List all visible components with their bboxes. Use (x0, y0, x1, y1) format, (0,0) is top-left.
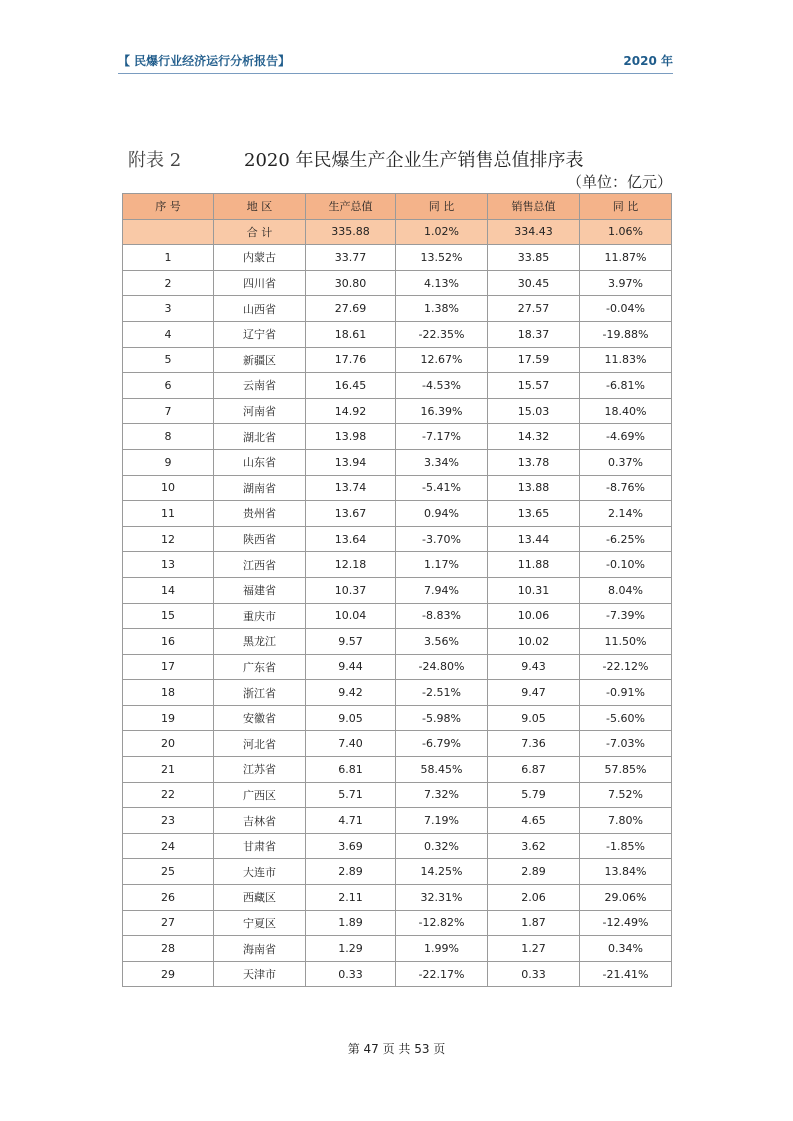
production-yoy-cell: -8.83% (396, 603, 488, 629)
table-row (123, 885, 672, 911)
sales-cell: 1.87 (488, 910, 580, 936)
table-row (123, 321, 672, 347)
production-yoy-cell: 4.13% (396, 270, 488, 296)
production-yoy-cell: 58.45% (396, 757, 488, 783)
table-row (123, 833, 672, 859)
sales-yoy-cell: 57.85% (580, 757, 672, 783)
production-cell: 10.04 (306, 603, 396, 629)
sales-yoy-cell: -7.03% (580, 731, 672, 757)
production-yoy-cell: -12.82% (396, 910, 488, 936)
region-cell: 云南省 (214, 373, 306, 399)
table-row (123, 731, 672, 757)
region-cell: 黑龙江 (214, 629, 306, 655)
sales-cell: 33.85 (488, 245, 580, 271)
rank-cell: 5 (123, 347, 214, 373)
rank-cell: 20 (123, 731, 214, 757)
rank-cell: 6 (123, 373, 214, 399)
region-cell: 山西省 (214, 296, 306, 322)
rank-cell: 9 (123, 449, 214, 475)
rank-cell: 10 (123, 475, 214, 501)
sales-yoy-cell: 7.80% (580, 808, 672, 834)
region-cell: 江苏省 (214, 757, 306, 783)
sales-yoy-cell: 11.50% (580, 629, 672, 655)
production-yoy-cell: 7.94% (396, 577, 488, 603)
region-cell: 福建省 (214, 577, 306, 603)
production-yoy-cell: -7.17% (396, 424, 488, 450)
sales-yoy-cell: 7.52% (580, 782, 672, 808)
region-cell: 天津市 (214, 961, 306, 987)
sales-yoy-cell: -1.85% (580, 833, 672, 859)
production-yoy-cell: 12.67% (396, 347, 488, 373)
production-cell: 13.74 (306, 475, 396, 501)
sales-cell: 10.06 (488, 603, 580, 629)
sales-cell: 2.89 (488, 859, 580, 885)
rank-cell: 19 (123, 705, 214, 731)
region-cell: 贵州省 (214, 501, 306, 527)
region-cell: 西藏区 (214, 885, 306, 911)
region-cell: 陕西省 (214, 526, 306, 552)
production-yoy-cell: 3.56% (396, 629, 488, 655)
production-cell: 9.42 (306, 680, 396, 706)
table-title: 2020 年民爆生产企业生产销售总值排序表 (244, 150, 584, 171)
production-yoy-cell: 16.39% (396, 398, 488, 424)
col-header-region: 地 区 (214, 194, 306, 220)
production-cell: 12.18 (306, 552, 396, 578)
region-cell: 浙江省 (214, 680, 306, 706)
sales-cell: 18.37 (488, 321, 580, 347)
production-cell: 16.45 (306, 373, 396, 399)
rank-cell: 24 (123, 833, 214, 859)
production-yoy-cell: 7.32% (396, 782, 488, 808)
production-yoy-cell: -5.98% (396, 705, 488, 731)
sales-yoy-cell: -0.91% (580, 680, 672, 706)
table-row (123, 654, 672, 680)
production-cell: 9.57 (306, 629, 396, 655)
production-yoy-cell: -6.79% (396, 731, 488, 757)
rank-cell: 25 (123, 859, 214, 885)
region-cell: 辽宁省 (214, 321, 306, 347)
col-header-production: 生产总值 (306, 194, 396, 220)
production-cell: 33.77 (306, 245, 396, 271)
sales-cell: 4.65 (488, 808, 580, 834)
region-cell: 新疆区 (214, 347, 306, 373)
rank-cell: 23 (123, 808, 214, 834)
production-yoy-cell: 3.34% (396, 449, 488, 475)
rank-cell: 21 (123, 757, 214, 783)
table-row (123, 705, 672, 731)
table-row (123, 782, 672, 808)
sales-cell: 0.33 (488, 961, 580, 987)
production-cell: 18.61 (306, 321, 396, 347)
sales-cell: 17.59 (488, 347, 580, 373)
total-sales-yoy: 1.06% (580, 219, 672, 245)
sales-yoy-cell: -19.88% (580, 321, 672, 347)
table-row (123, 910, 672, 936)
production-yoy-cell: -5.41% (396, 475, 488, 501)
production-yoy-cell: 13.52% (396, 245, 488, 271)
table-row (123, 424, 672, 450)
total-production-yoy: 1.02% (396, 219, 488, 245)
rank-cell: 4 (123, 321, 214, 347)
sales-cell: 13.44 (488, 526, 580, 552)
region-cell: 广东省 (214, 654, 306, 680)
sales-cell: 14.32 (488, 424, 580, 450)
production-cell: 13.98 (306, 424, 396, 450)
sales-cell: 9.43 (488, 654, 580, 680)
sales-yoy-cell: 18.40% (580, 398, 672, 424)
region-cell: 甘肃省 (214, 833, 306, 859)
production-yoy-cell: -4.53% (396, 373, 488, 399)
production-cell: 4.71 (306, 808, 396, 834)
sales-yoy-cell: -21.41% (580, 961, 672, 987)
production-cell: 2.89 (306, 859, 396, 885)
region-cell: 吉林省 (214, 808, 306, 834)
region-cell: 宁夏区 (214, 910, 306, 936)
table-caption (118, 146, 673, 172)
sales-cell: 13.65 (488, 501, 580, 527)
rank-cell: 22 (123, 782, 214, 808)
region-cell: 湖南省 (214, 475, 306, 501)
production-yoy-cell: 0.94% (396, 501, 488, 527)
rank-cell: 3 (123, 296, 214, 322)
rank-cell: 29 (123, 961, 214, 987)
sales-cell: 15.57 (488, 373, 580, 399)
table-row (123, 859, 672, 885)
production-yoy-cell: 32.31% (396, 885, 488, 911)
region-cell: 河北省 (214, 731, 306, 757)
rank-cell: 15 (123, 603, 214, 629)
sales-cell: 30.45 (488, 270, 580, 296)
sales-yoy-cell: -8.76% (580, 475, 672, 501)
table-row (123, 501, 672, 527)
sales-cell: 5.79 (488, 782, 580, 808)
region-cell: 湖北省 (214, 424, 306, 450)
sales-cell: 1.27 (488, 936, 580, 962)
production-cell: 10.37 (306, 577, 396, 603)
sales-yoy-cell: -6.25% (580, 526, 672, 552)
production-cell: 6.81 (306, 757, 396, 783)
production-cell: 30.80 (306, 270, 396, 296)
production-yoy-cell: -22.17% (396, 961, 488, 987)
sales-cell: 15.03 (488, 398, 580, 424)
sales-cell: 10.02 (488, 629, 580, 655)
production-cell: 5.71 (306, 782, 396, 808)
sales-yoy-cell: 0.34% (580, 936, 672, 962)
sales-yoy-cell: -6.81% (580, 373, 672, 399)
region-cell: 山东省 (214, 449, 306, 475)
rank-cell: 13 (123, 552, 214, 578)
sales-yoy-cell: 11.83% (580, 347, 672, 373)
production-yoy-cell: 0.32% (396, 833, 488, 859)
total-row (123, 219, 672, 245)
sales-cell: 9.47 (488, 680, 580, 706)
sales-cell: 13.78 (488, 449, 580, 475)
sales-yoy-cell: 29.06% (580, 885, 672, 911)
table-header-row (123, 194, 672, 220)
rank-cell: 7 (123, 398, 214, 424)
table-row (123, 629, 672, 655)
table-row (123, 961, 672, 987)
production-yoy-cell: 7.19% (396, 808, 488, 834)
table-row (123, 398, 672, 424)
production-yoy-cell: -3.70% (396, 526, 488, 552)
sales-yoy-cell: -4.69% (580, 424, 672, 450)
production-cell: 14.92 (306, 398, 396, 424)
sales-yoy-cell: 0.37% (580, 449, 672, 475)
sales-yoy-cell: 2.14% (580, 501, 672, 527)
production-cell: 27.69 (306, 296, 396, 322)
sales-cell: 9.05 (488, 705, 580, 731)
region-cell: 海南省 (214, 936, 306, 962)
production-cell: 9.44 (306, 654, 396, 680)
header-divider (118, 73, 673, 74)
total-label: 合 计 (214, 219, 306, 245)
production-yoy-cell: 14.25% (396, 859, 488, 885)
ranking-table (122, 193, 672, 987)
report-year-header: 2020 年 (623, 54, 673, 68)
region-cell: 大连市 (214, 859, 306, 885)
col-header-rank: 序 号 (123, 194, 214, 220)
rank-cell: 16 (123, 629, 214, 655)
production-cell: 13.94 (306, 449, 396, 475)
col-header-production-yoy: 同 比 (396, 194, 488, 220)
production-cell: 7.40 (306, 731, 396, 757)
report-title-header: 【 民爆行业经济运行分析报告】 (118, 54, 291, 68)
production-cell: 1.89 (306, 910, 396, 936)
rank-cell: 12 (123, 526, 214, 552)
rank-cell: 17 (123, 654, 214, 680)
sales-yoy-cell: -12.49% (580, 910, 672, 936)
region-cell: 内蒙古 (214, 245, 306, 271)
rank-cell: 28 (123, 936, 214, 962)
sales-cell: 11.88 (488, 552, 580, 578)
col-header-sales: 销售总值 (488, 194, 580, 220)
production-cell: 0.33 (306, 961, 396, 987)
table-row (123, 475, 672, 501)
production-yoy-cell: -22.35% (396, 321, 488, 347)
sales-yoy-cell: -7.39% (580, 603, 672, 629)
table-row (123, 296, 672, 322)
production-cell: 2.11 (306, 885, 396, 911)
rank-cell: 26 (123, 885, 214, 911)
sales-cell: 6.87 (488, 757, 580, 783)
sales-yoy-cell: 8.04% (580, 577, 672, 603)
sales-cell: 3.62 (488, 833, 580, 859)
rank-cell: 14 (123, 577, 214, 603)
table-row (123, 577, 672, 603)
rank-cell: 1 (123, 245, 214, 271)
running-header (118, 52, 673, 72)
production-yoy-cell: 1.17% (396, 552, 488, 578)
table-row (123, 347, 672, 373)
sales-yoy-cell: 3.97% (580, 270, 672, 296)
production-yoy-cell: 1.99% (396, 936, 488, 962)
rank-cell: 8 (123, 424, 214, 450)
sales-cell: 27.57 (488, 296, 580, 322)
sales-yoy-cell: -0.10% (580, 552, 672, 578)
production-cell: 1.29 (306, 936, 396, 962)
sales-yoy-cell: 11.87% (580, 245, 672, 271)
sales-yoy-cell: -0.04% (580, 296, 672, 322)
region-cell: 安徽省 (214, 705, 306, 731)
production-cell: 3.69 (306, 833, 396, 859)
table-row (123, 603, 672, 629)
rank-cell: 27 (123, 910, 214, 936)
unit-label: （单位：亿元） (566, 173, 672, 191)
table-row (123, 526, 672, 552)
rank-cell: 2 (123, 270, 214, 296)
col-header-sales-yoy: 同 比 (580, 194, 672, 220)
sales-cell: 10.31 (488, 577, 580, 603)
region-cell: 四川省 (214, 270, 306, 296)
rank-cell: 11 (123, 501, 214, 527)
production-cell: 13.67 (306, 501, 396, 527)
production-cell: 9.05 (306, 705, 396, 731)
table-row (123, 552, 672, 578)
production-yoy-cell: -24.80% (396, 654, 488, 680)
annex-label: 附表 2 (128, 150, 182, 171)
sales-yoy-cell: 13.84% (580, 859, 672, 885)
table-row (123, 936, 672, 962)
table-row (123, 449, 672, 475)
table-row (123, 808, 672, 834)
sales-cell: 7.36 (488, 731, 580, 757)
sales-yoy-cell: -5.60% (580, 705, 672, 731)
total-sales: 334.43 (488, 219, 580, 245)
table-row (123, 245, 672, 271)
table-row (123, 757, 672, 783)
table-row (123, 680, 672, 706)
region-cell: 河南省 (214, 398, 306, 424)
region-cell: 重庆市 (214, 603, 306, 629)
production-yoy-cell: 1.38% (396, 296, 488, 322)
sales-yoy-cell: -22.12% (580, 654, 672, 680)
region-cell: 江西省 (214, 552, 306, 578)
sales-cell: 13.88 (488, 475, 580, 501)
region-cell: 广西区 (214, 782, 306, 808)
production-cell: 13.64 (306, 526, 396, 552)
page-footer: 第 47 页 共 53 页 (347, 1042, 446, 1056)
table-row (123, 373, 672, 399)
total-rank-cell (123, 219, 214, 245)
rank-cell: 18 (123, 680, 214, 706)
sales-cell: 2.06 (488, 885, 580, 911)
table-row (123, 270, 672, 296)
production-yoy-cell: -2.51% (396, 680, 488, 706)
total-production: 335.88 (306, 219, 396, 245)
production-cell: 17.76 (306, 347, 396, 373)
